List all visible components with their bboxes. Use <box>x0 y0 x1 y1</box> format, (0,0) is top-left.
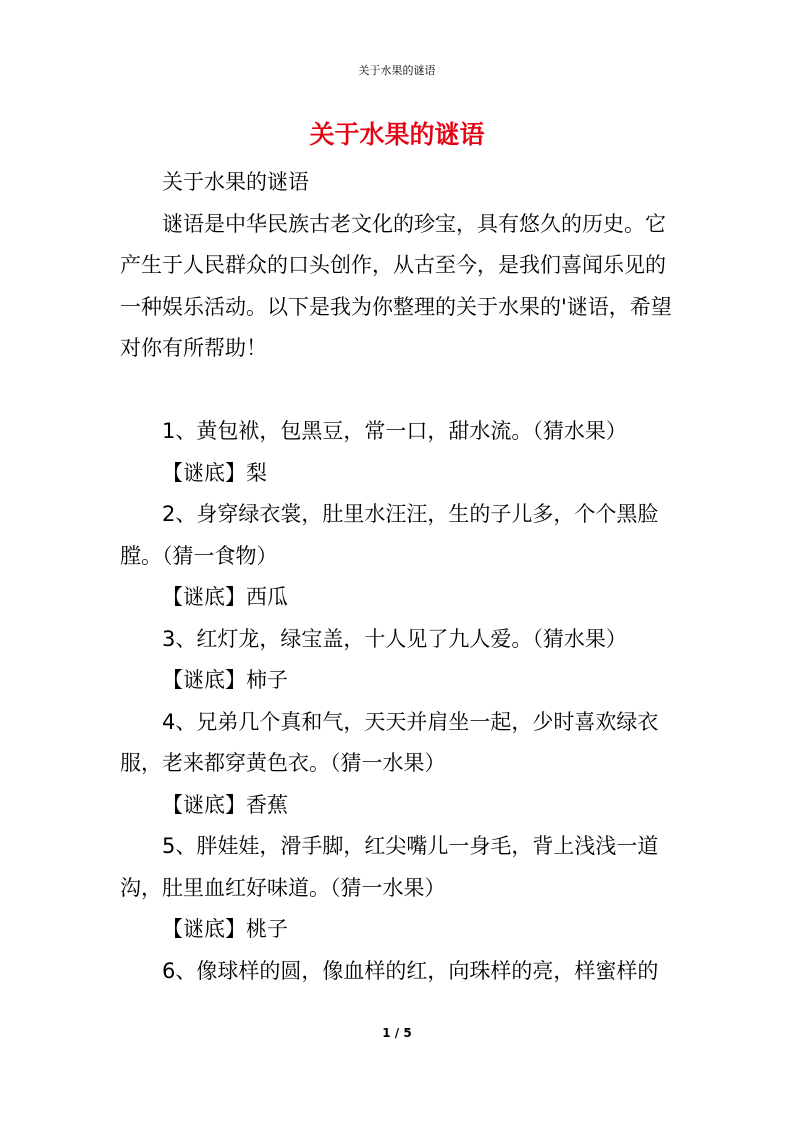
document-body <box>120 162 676 992</box>
riddle-question: 2、身穿绿衣裳，肚里水汪汪，生的子儿多，个个黑脸膛。（猜一食物） <box>120 502 659 568</box>
running-header: 关于水果的谜语 <box>358 64 436 77</box>
riddle-question: 3、红灯龙，绿宝盖，十人见了九人爱。（猜水果） <box>162 626 627 651</box>
riddle-question: 4、兄弟几个真和气，天天并肩坐一起，少时喜欢绿衣服，老来都穿黄色衣。（猜一水果） <box>120 709 659 775</box>
intro-paragraph: 谜语是中华民族古老文化的珍宝，具有悠久的历史。它产生于人民群众的口头创作，从古至今，是我们喜闻乐见的一种娱乐活动。以下是我为你整理的关于水果的'谜语，希望对你有所帮助！ <box>120 211 672 360</box>
riddle-answer: 【谜底】桃子 <box>162 917 288 941</box>
riddle-answer: 【谜底】香蕉 <box>162 792 288 817</box>
riddle-question: 1、黄包袱，包黑豆，常一口，甜水流。（猜水果） <box>162 419 627 443</box>
blank-line <box>120 370 676 412</box>
page-indicator: 1 / 5 <box>382 1026 412 1040</box>
document-title: 关于水果的谜语 <box>309 120 485 149</box>
riddle-answer: 【谜底】柿子 <box>162 668 288 692</box>
riddle-question-partial: 6、像球样的圆，像血样的红，向珠样的亮，样蜜样的 <box>162 958 659 983</box>
riddle-answer: 【谜底】梨 <box>162 460 267 485</box>
riddle-question: 5、胖娃娃，滑手脚，红尖嘴儿一身毛，背上浅浅一道沟，肚里血红好味道。（猜一水果） <box>120 834 659 900</box>
subtitle-paragraph: 关于水果的谜语 <box>162 170 309 194</box>
riddle-answer: 【谜底】西瓜 <box>162 585 288 609</box>
